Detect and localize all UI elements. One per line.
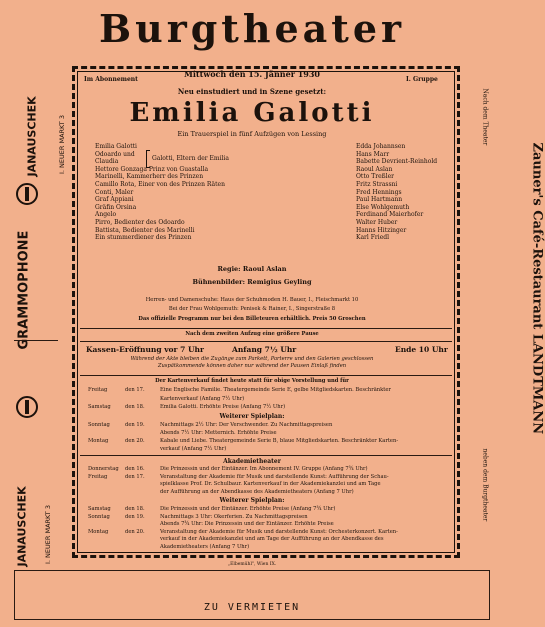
- cast-role: Ein stummerdiener des Prinzen: [95, 234, 192, 242]
- latecomer-note-2: Zuspätkommende können daher nur während der Pausen Einlaß finden: [157, 363, 347, 369]
- cast-actor: Fritz Strassni: [356, 181, 398, 188]
- schedule-entry: Abends 7¾ Uhr: Die Prinzessin und der Eintänzer. Erhöhte Preise: [160, 521, 334, 528]
- cast-role: Claudia: [95, 158, 119, 166]
- schedule-date: den 16.: [125, 466, 145, 472]
- cast-role: Emilia Galotti: [95, 143, 137, 150]
- sales-heading: Der Kartenverkauf findet heute statt für obige Vorstellung und für: [155, 378, 349, 384]
- schedule-entry: Nachmittags 3 Uhr: Okerferien. Zu Nachmittagspreisen: [160, 513, 308, 520]
- schedule-entry: Eine Englische Familie. Theatergemeinde Serie E, gelbe Mitgliedskarten. Beschränkter: [160, 387, 391, 393]
- schedule-entry: der Aufführung an der Abendkasse des Akademietheaters (Anfang 7 Uhr): [160, 488, 354, 495]
- gramophone-logo-icon-lower: [16, 396, 38, 418]
- schedule-entry: Akademietheaters (Anfang 7 Uhr): [160, 544, 250, 550]
- academy-further-heading: Weiterer Spielplan:: [219, 497, 285, 504]
- parents-brace: [146, 150, 150, 168]
- schedule-entry: verkauf (Anfang 7½ Uhr): [160, 446, 227, 452]
- ad-grammophone: GRAMMOPHONE: [16, 230, 32, 350]
- staged-note: Neu einstudiert und in Szene gesetzt:: [177, 87, 327, 96]
- cast-actor: Ferdinand Maierhofer: [356, 211, 424, 219]
- ad-janauschek-top: JANAUSCHEK: [25, 96, 39, 177]
- end-time: Ende 10 Uhr: [395, 345, 448, 354]
- box-office-opening: Kassen-Eröffnung vor 7 Uhr: [86, 345, 204, 354]
- cast-role: Battista, Bedienter des Marinelli: [95, 226, 195, 234]
- ad-next-to-theater: neben dem Burgtheater: [481, 448, 489, 522]
- cast-actor: Otto Treßler: [356, 173, 395, 181]
- ad-janauschek-bottom-address: I. NEUER MARKT 3: [44, 505, 52, 564]
- ad-after-theater: Nach dem Theater: [481, 88, 489, 146]
- schedule-day: Donnerstag: [88, 466, 119, 472]
- schedule-day: Freitag: [88, 473, 108, 480]
- pause-note: Nach dem zweiten Aufzug eine größere Pause: [185, 331, 319, 337]
- ad-janauschek-top-address: I. NEUER MARKT 3: [58, 115, 66, 174]
- ad-janauschek-bottom: JANAUSCHEK: [15, 486, 29, 567]
- schedule-date: den 18.: [125, 506, 145, 512]
- cast-actor: Raoul Aslan: [356, 165, 393, 173]
- printer-note: „Elbemühl", Wien IX.: [227, 562, 277, 567]
- latecomer-note-1: Während der Akte bleiben die Zugänge zum Parkett, Parterre und den Galerien geschlossen: [130, 356, 374, 362]
- academy-heading: Akademietheater: [223, 458, 281, 465]
- cast-role: Camillo Rota, Einer von des Prinzen Räten: [95, 181, 225, 188]
- cast-actor: Else Wohlgemuth: [356, 203, 410, 211]
- schedule-entry: Kabale und Liebe. Theatergemeinde Serie B, blaue Mitgliedskarten. Beschränkter Karten-: [160, 438, 399, 444]
- cast-role: Conti, Maler: [95, 188, 134, 196]
- cast-actor: Karl Friedl: [356, 234, 390, 242]
- ad-landtmann: Zauner's Café-Restaurant LANDTMANN: [529, 142, 545, 435]
- schedule-date: den 18.: [125, 404, 145, 410]
- schedule-entry: Kartenverkauf (Anfang 7½ Uhr): [160, 395, 245, 402]
- shoes-credit: Herren- und Damenschuhe: Haus der Schuhmoden H. Bauer, I., Fleischmarkt 10: [145, 297, 359, 303]
- performance-date: Mittwoch den 15. Jänner 1930: [184, 69, 320, 79]
- schedule-entry: spielklasse Prof. Dr. Schulbaur. Kartenverkauf in der Akademiekanzlei und am Tage: [160, 481, 381, 488]
- schedule-day: Montag: [88, 528, 109, 535]
- cast-role: Odoardo und: [95, 150, 135, 158]
- start-time: Anfang 7½ Uhr: [232, 345, 297, 354]
- schedule-date: den 19.: [125, 513, 145, 520]
- schedule-entry: Emilia Galotti. Erhöhte Preise (Anfang 7½ Uhr): [160, 404, 286, 410]
- schedule-entry: Die Prinzessin und der Eintänzer. Im Abonnement IV. Gruppe (Anfang 7¾ Uhr): [160, 466, 368, 472]
- ad-divider: [14, 340, 58, 341]
- ad-for-rent: ZU VERMIETEN: [203, 602, 301, 613]
- divider: [80, 328, 452, 329]
- schedule-entry: Abends 7½ Uhr: Metternich. Erhöhte Preise: [160, 430, 277, 436]
- schedule-entry: Veranstaltung der Akademie für Musik und darstellende Kunst: Aufführung der Schau-: [160, 473, 389, 480]
- cast-role: Gräfin Orsina: [95, 203, 137, 211]
- group-note: I. Gruppe: [406, 76, 438, 83]
- divider: [80, 341, 452, 342]
- theater-name: Burgtheater: [98, 6, 406, 51]
- divider: [80, 375, 452, 376]
- cast-actor: Edda Johannsen: [356, 143, 406, 150]
- cast-actor: Fred Hennings: [356, 188, 402, 196]
- schedule-entry: Die Prinzessin und der Eintänzer. Erhöhte Preise (Anfang 7¾ Uhr): [160, 506, 336, 512]
- stage-credit: Bühnenbilder: Remigius Geyling: [192, 278, 312, 286]
- further-heading: Weiterer Spielplan:: [219, 413, 285, 420]
- parents-note: Galotti, Eltern der Emilia: [152, 155, 229, 162]
- schedule-day: Sonntag: [88, 513, 110, 520]
- cast-actor: Hans Marr: [356, 150, 390, 158]
- schedule-date: den 19.: [125, 422, 145, 428]
- schedule-day: Sonntag: [88, 422, 110, 428]
- schedule-date: den 17.: [125, 387, 145, 393]
- subscription-note: Im Abonnement: [84, 76, 138, 83]
- wigs-credit: Bei der Frau Wohlgemuth: Penisek & Rainer, I., Singerstraße 8: [168, 306, 336, 312]
- play-subtitle: Ein Trauerspiel in fünf Aufzügen von Lessing: [177, 130, 327, 138]
- schedule-date: den 17.: [125, 473, 145, 480]
- cast-role: Pirro, Bedienter des Odoardo: [95, 219, 185, 226]
- schedule-day: Samstag: [88, 506, 111, 512]
- play-title: Emilia Galotti: [129, 98, 375, 128]
- schedule-date: den 20.: [125, 438, 145, 444]
- cast-role: Angelo: [95, 211, 117, 219]
- cast-role: Hettore Gonzaga Prinz von Guastalla: [95, 165, 209, 173]
- cast-actor: Babette Devrient-Reinhold: [356, 158, 438, 166]
- schedule-date: den 20.: [125, 528, 145, 535]
- schedule-entry: verkauf in der Akademiekanzlei und am Tage der Aufführung an der Abendkasse des: [160, 536, 384, 543]
- cast-role: Graf Appiani: [95, 196, 134, 204]
- schedule-entry: Nachmittags 2½ Uhr: Der Verschwender. Zu Nachmittagspreisen: [160, 422, 333, 428]
- schedule-entry: Veranstaltung der Akademie für Musik und darstellende Kunst: Orchesterkonzert. Karten-: [160, 528, 398, 535]
- cast-actor: Walter Huber: [356, 219, 398, 226]
- programme-note: Das offizielle Programm nur bei den Billeteuren erhältlich. Preis 50 Groschen: [138, 316, 366, 322]
- cast-role: Marinelli, Kammerherr des Prinzen: [95, 173, 204, 181]
- schedule-day: Freitag: [88, 387, 108, 393]
- schedule-day: Samstag: [88, 404, 111, 410]
- schedule-day: Montag: [88, 438, 109, 444]
- direction-credit: Regie: Raoul Aslan: [217, 265, 287, 273]
- cast-actor: Hanns Hitzinger: [356, 226, 407, 234]
- divider: [80, 455, 452, 456]
- cast-actor: Paul Hartmann: [356, 196, 403, 204]
